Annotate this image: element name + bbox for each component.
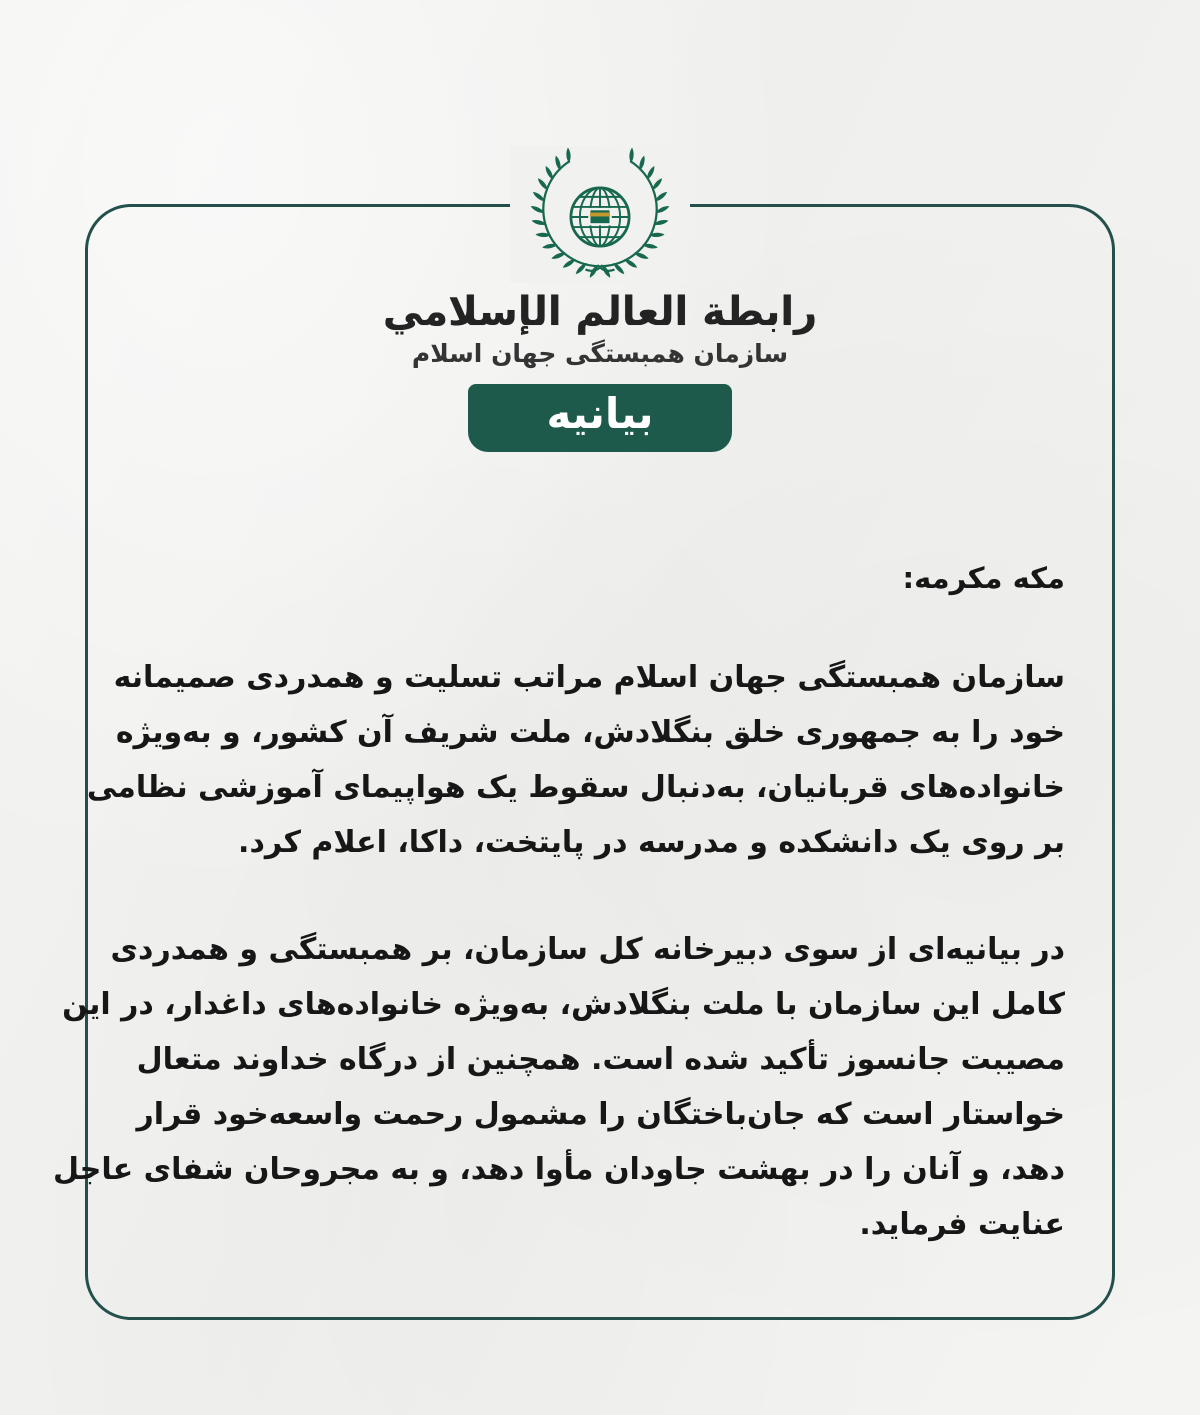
paragraph-line: خانواده‌های قربانیان، به‌دنبال سقوط یک هواپیمای آموزشی نظامی <box>86 770 1065 805</box>
paragraph-2 <box>53 922 1065 1252</box>
org-calligraphy-title: رابطة العالم الإسلامي <box>382 289 818 335</box>
paragraph-1 <box>86 650 1065 870</box>
paragraph-line: خواستار است که جان‌باختگان را مشمول رحمت واسعه‌خود قرار <box>136 1097 1065 1132</box>
statement-body <box>53 556 1065 1252</box>
header <box>0 146 1200 452</box>
paragraph-line: خود را به جمهوری خلق بنگلادش، ملت شریف آن کشور، و به‌ویژه <box>115 715 1065 750</box>
wreath-globe-logo-icon <box>526 146 674 283</box>
org-subtitle: سازمان همبستگی جهان اسلام <box>411 339 789 368</box>
statement-banner <box>468 384 732 452</box>
paragraph-line: کامل این سازمان با ملت بنگلادش، به‌ویژه خانواده‌های داغدار، در این <box>62 987 1065 1022</box>
salutation: مکه مکرمه: <box>902 561 1065 595</box>
paragraph-line: مصیبت جانسوز تأکید شده است. همچنین از درگاه خداوند متعال <box>136 1042 1065 1077</box>
paragraph-line: سازمان همبستگی جهان اسلام مراتب تسلیت و همدردی صمیمانه <box>113 660 1065 695</box>
paragraph-line: دهد، و آنان را در بهشت جاودان مأوا دهد، و به مجروحان شفای عاجل <box>53 1152 1065 1187</box>
logo-wrap <box>510 146 690 283</box>
banner-label: بیانیه <box>546 389 654 438</box>
kaaba-icon <box>589 209 610 224</box>
paragraph-line: در بیانیه‌ای از سوی دبیرخانه کل سازمان، بر همبستگی و همدردی <box>110 932 1065 967</box>
paragraph-line: عنایت فرماید. <box>859 1207 1065 1242</box>
paragraph-line: بر روی یک دانشکده و مدرسه در پایتخت، داکا، اعلام کرد. <box>238 825 1065 860</box>
